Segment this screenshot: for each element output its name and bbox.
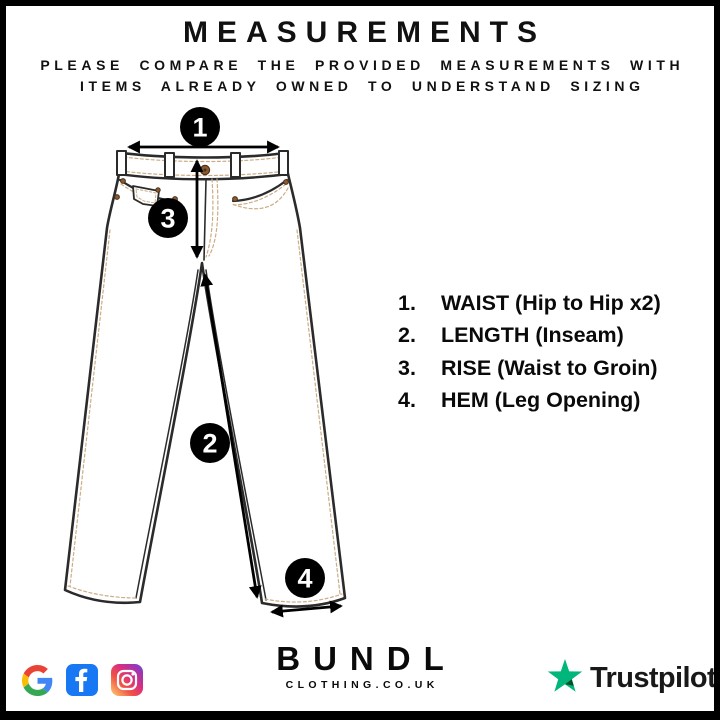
legend-item-label: HEM (Leg Opening) — [441, 388, 641, 413]
measure-marker-4 — [285, 558, 325, 598]
legend-item — [398, 385, 661, 418]
measure-marker-3 — [148, 198, 188, 238]
legend-item-number: 2. — [398, 323, 416, 348]
svg-text:3: 3 — [160, 203, 176, 234]
jeans-diagram — [55, 100, 355, 622]
subtitle-line-2: ITEMS ALREADY OWNED TO UNDERSTAND SIZING — [79, 78, 645, 94]
svg-text:1: 1 — [192, 112, 208, 143]
legend-item — [398, 320, 661, 353]
legend-item — [398, 352, 661, 385]
legend-item-label: WAIST (Hip to Hip x2) — [441, 290, 661, 315]
brand-domain: CLOTHING.CO.UK — [285, 679, 439, 691]
measure-marker-2 — [190, 423, 230, 463]
brand-name: BUNDL — [276, 640, 457, 677]
jeans-illustration — [65, 151, 345, 607]
trustpilot-wordmark: Trustpilot — [590, 661, 717, 694]
legend-item-label: RISE (Waist to Groin) — [441, 355, 658, 380]
subtitle-line-1: PLEASE COMPARE THE PROVIDED MEASUREMENTS WITH — [40, 57, 685, 73]
measurement-legend — [398, 287, 661, 417]
trustpilot-star-icon — [545, 659, 585, 697]
page-title: MEASUREMENTS — [182, 16, 546, 49]
svg-text:2: 2 — [202, 428, 218, 459]
legend-item-number: 1. — [398, 290, 416, 315]
legend-item-number: 3. — [398, 355, 416, 380]
legend-item-label: LENGTH (Inseam) — [441, 323, 624, 348]
svg-text:4: 4 — [297, 563, 313, 594]
measure-marker-1 — [180, 107, 220, 147]
trustpilot-logo — [545, 659, 716, 697]
legend-item — [398, 287, 661, 320]
legend-item-number: 4. — [398, 388, 416, 413]
